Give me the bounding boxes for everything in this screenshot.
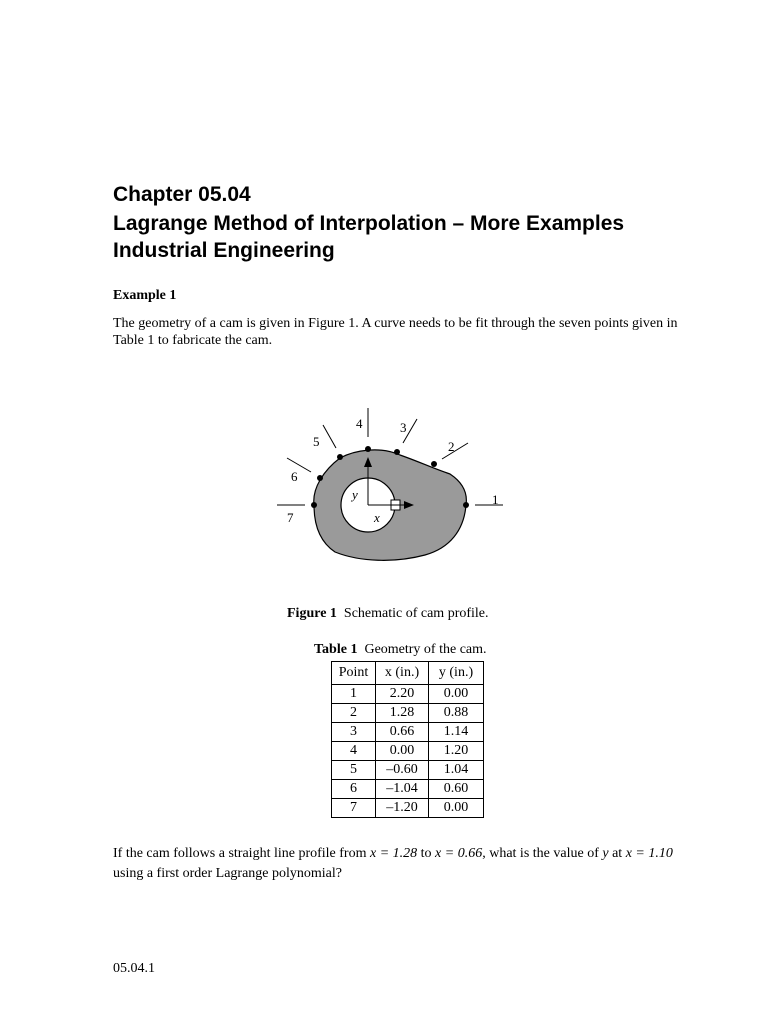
table-cell: 0.66 [376,723,429,742]
question-text-1: If the cam follows a straight line profile from [113,846,367,861]
question-y-var: y [602,846,609,861]
example-heading: Example 1 [113,288,177,303]
table-cell: 1 [332,685,376,704]
question-text-2: to [420,846,432,861]
question-text-5: using a first order Lagrange polynomial? [113,866,342,881]
question-x-start: x = 1.28 [369,846,418,861]
table-caption [314,642,487,658]
axis-x-label: x [374,510,380,525]
cam-figure [270,400,510,570]
geometry-table [331,661,484,818]
table-cell: –1.04 [376,780,429,799]
point-2-marker [431,461,437,467]
table-caption-text: Geometry of the cam. [364,642,487,657]
col-header-x: x (in.) [376,662,429,685]
point-7-marker [311,502,317,508]
table-row [332,799,484,818]
point-label-3: 3 [400,420,407,435]
point-3-marker [394,449,400,455]
table-row [332,685,484,704]
table-header-row [332,662,484,685]
example-intro: The geometry of a cam is given in Figure 1. A curve needs to be fit through the seven points given in Table 1 to fabricate the cam. [113,316,678,348]
point-label-2: 2 [448,439,455,454]
table-cell: 0.00 [429,685,484,704]
page-number: 05.04.1 [113,961,155,976]
table-cell: 4 [332,742,376,761]
point-label-4: 4 [356,416,363,431]
table-cell: 5 [332,761,376,780]
point-4-marker [365,446,371,452]
axis-y-label: y [352,487,358,502]
table-cell: 7 [332,799,376,818]
table-cell: 6 [332,780,376,799]
point-1-marker [463,502,469,508]
table-cell: –0.60 [376,761,429,780]
table-row [332,704,484,723]
table-cell: 2.20 [376,685,429,704]
table-cell: 0.88 [429,704,484,723]
figure-caption-label: Figure 1 [287,606,337,621]
table-cell: 0.60 [429,780,484,799]
table-cell: 1.14 [429,723,484,742]
table-cell: 1.28 [376,704,429,723]
question-x-end: x = 0.66 [435,846,483,861]
table-caption-label: Table 1 [314,642,358,657]
tick-point-5 [323,425,336,448]
table-cell: 1.20 [429,742,484,761]
table-cell: 2 [332,704,376,723]
table-row [332,723,484,742]
table-row [332,761,484,780]
table-cell: 0.00 [376,742,429,761]
point-label-5: 5 [313,434,320,449]
table-cell: 0.00 [429,799,484,818]
point-label-7: 7 [287,510,294,525]
point-6-marker [317,475,323,481]
chapter-number: Chapter 05.04 [113,183,251,206]
table-cell: –1.20 [376,799,429,818]
tick-point-2 [442,443,468,459]
point-label-1: 1 [492,492,499,507]
table-cell: 3 [332,723,376,742]
table-cell: 1.04 [429,761,484,780]
col-header-y: y (in.) [429,662,484,685]
question-text-4: at [612,846,623,861]
question-text-3: , what is the value of [482,846,599,861]
figure-caption [287,606,489,622]
chapter-title: Lagrange Method of Interpolation – More Examples [113,212,625,235]
question-x-target: x = 1.10 [625,846,673,861]
chapter-subtitle: Industrial Engineering [113,239,335,262]
figure-caption-text: Schematic of cam profile. [343,606,489,621]
table-row [332,742,484,761]
point-5-marker [337,454,343,460]
col-header-point: Point [332,662,376,685]
table-row [332,780,484,799]
point-label-6: 6 [291,469,298,484]
question-paragraph [113,844,703,884]
